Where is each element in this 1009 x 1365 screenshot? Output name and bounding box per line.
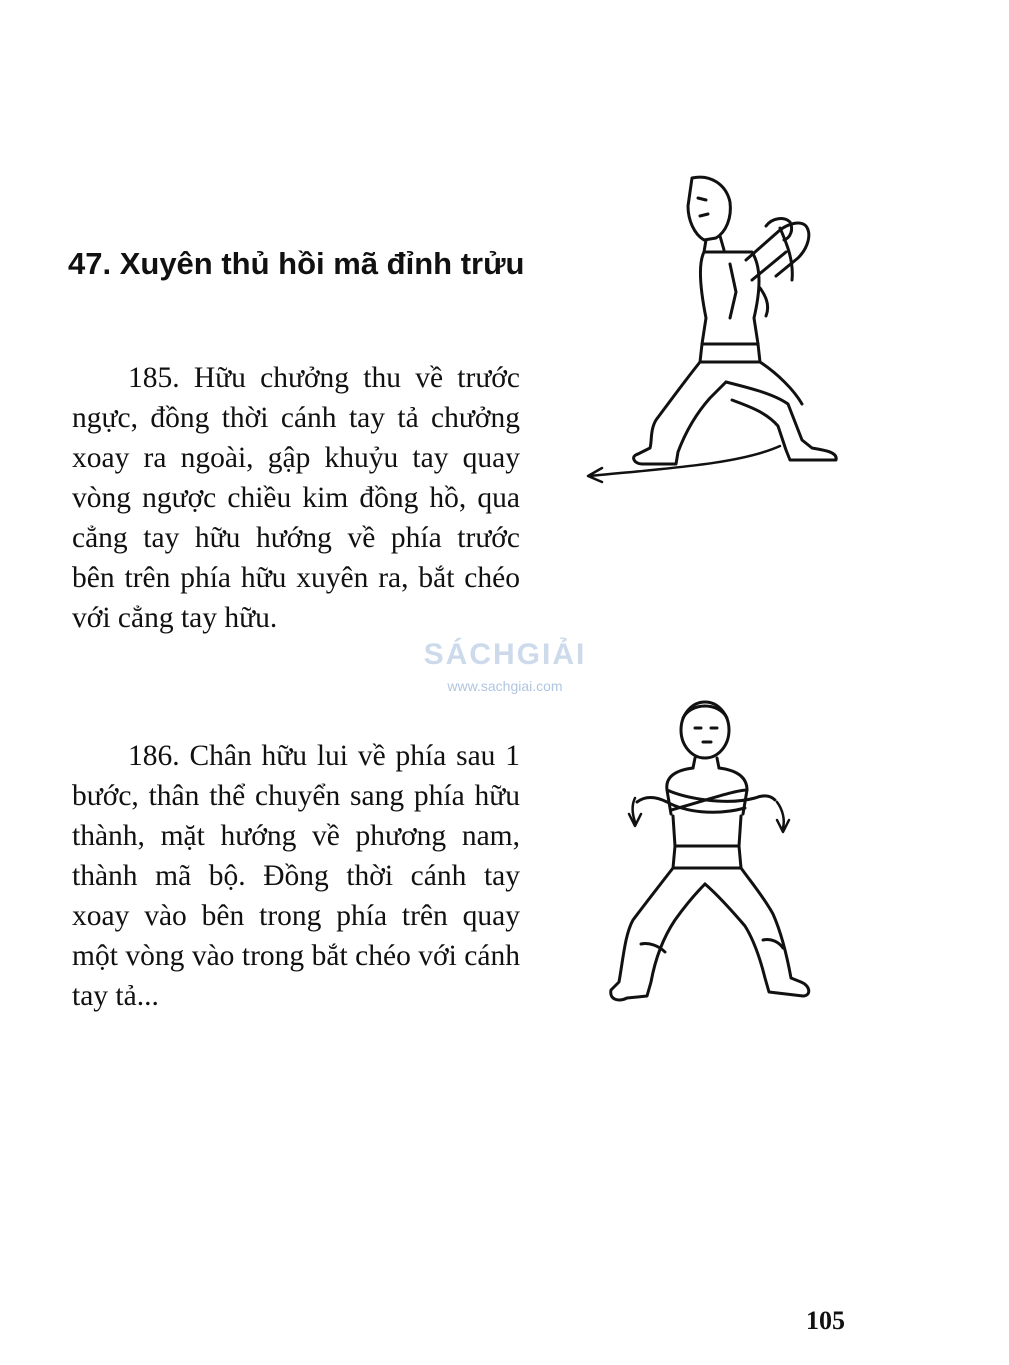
watermark xyxy=(400,638,610,694)
paragraph-186: 186. Chân hữu lui về phía sau 1 bước, thân thể chuyển sang phía hữu thành, mặt hướng về phương nam, thành mã bộ. Đồng thời cánh tay xoay vào bên trong phía trên quay một vòng vào trong bắt chéo với cánh tay tả... xyxy=(72,740,520,1012)
stance-illustration-1 xyxy=(580,168,850,488)
section-title: 47. Xuyên thủ hồi mã đỉnh trửu xyxy=(68,246,525,281)
stance-illustration-2 xyxy=(605,698,830,1018)
paragraph-185: 185. Hữu chưởng thu về trước ngực, đồng thời cánh tay tả chưởng xoay ra ngoài, gập khuỷu tay quay vòng ngược chiều kim đồng hồ, qua cẳng tay hữu hướng về phía trước bên trên phía hữu xuyên ra, bắt chéo với cẳng tay hữu. xyxy=(72,362,520,634)
watermark-url: www.sachgiai.com xyxy=(447,678,563,694)
watermark-logo: SÁCHGIẢI xyxy=(423,638,587,671)
page-number: 105 xyxy=(806,1306,845,1335)
